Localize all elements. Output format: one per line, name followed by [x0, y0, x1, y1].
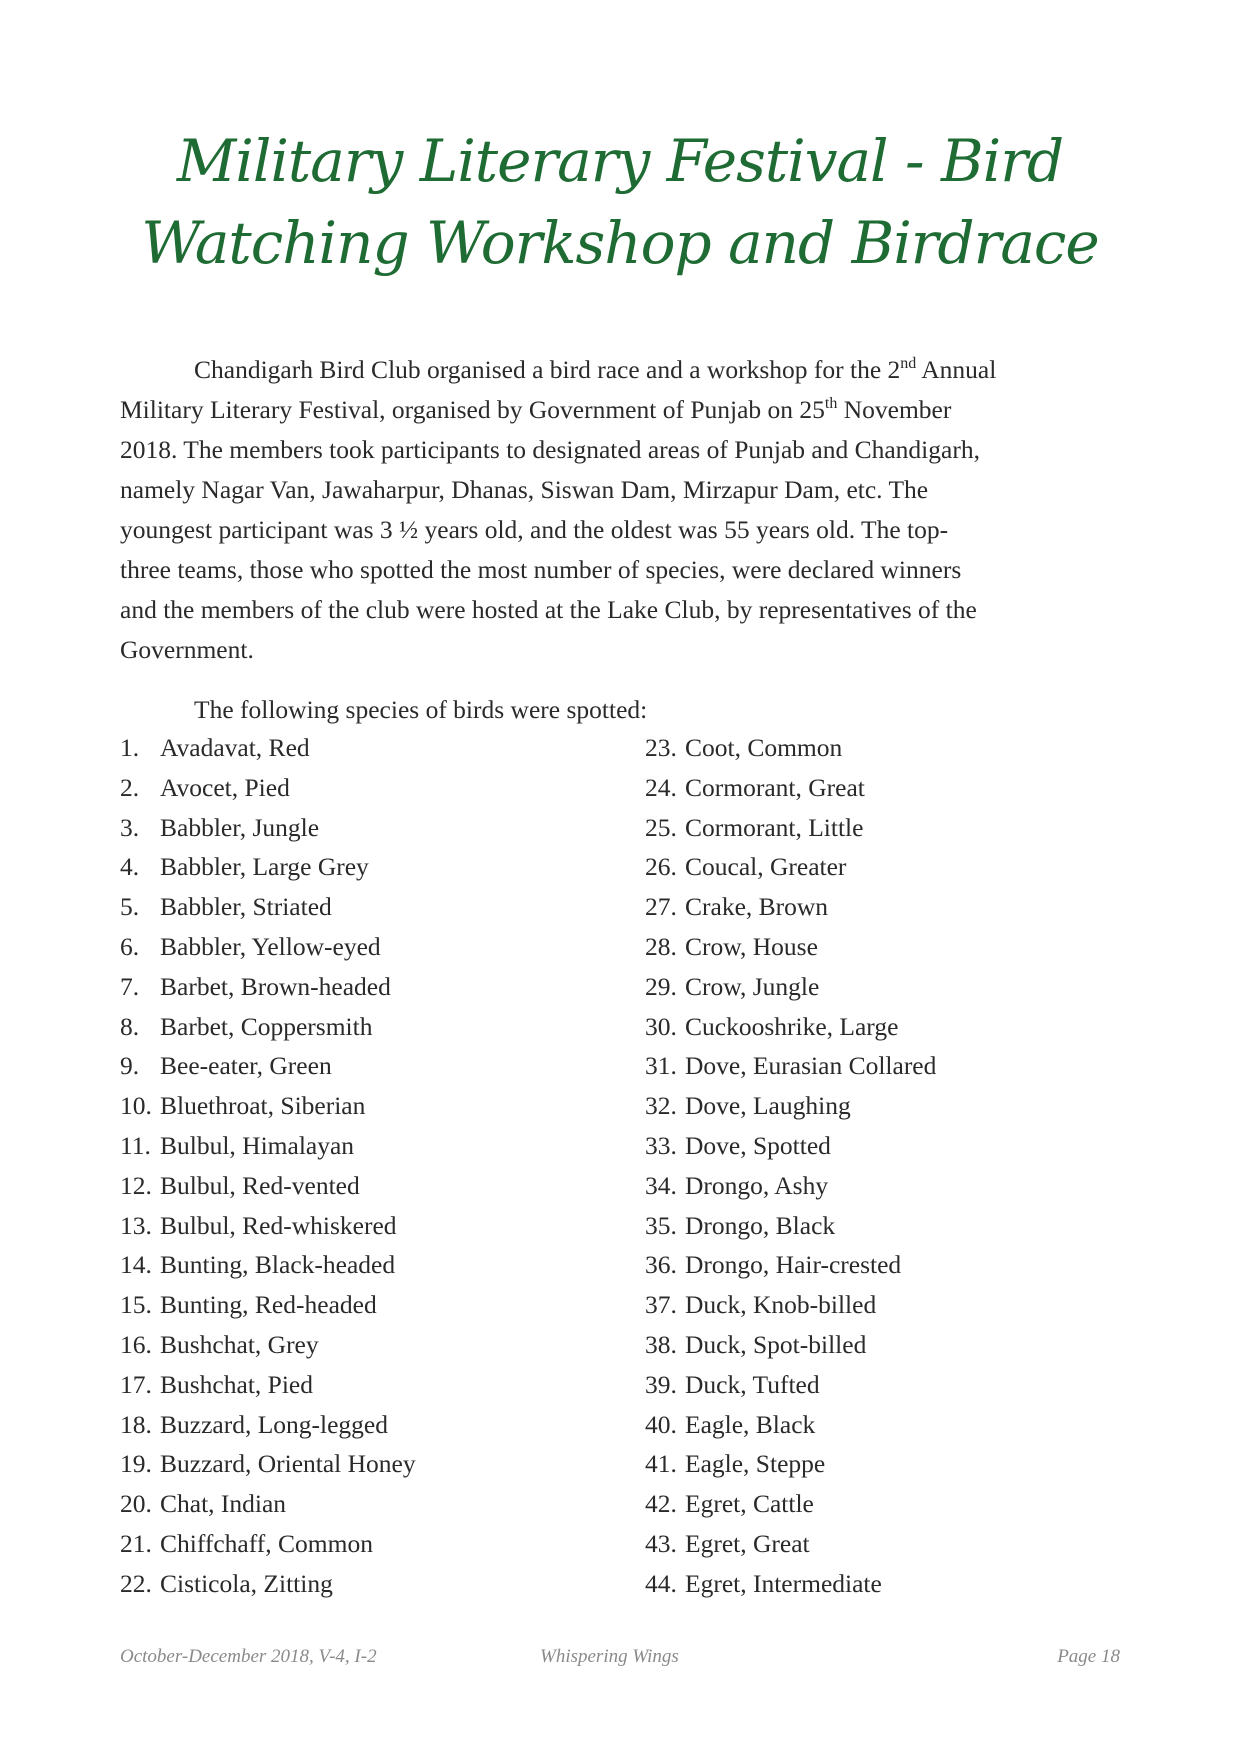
species-name: Crow, House [685, 931, 818, 961]
species-list-intro: The following species of birds were spotted: [194, 695, 648, 724]
species-number: 44. [645, 1568, 677, 1598]
species-list-item [645, 728, 1145, 768]
species-name: Bushchat, Pied [160, 1369, 313, 1399]
species-list-item [120, 1126, 640, 1166]
species-name: Crow, Jungle [685, 971, 820, 1001]
species-list-item [645, 887, 1145, 927]
species-number: 12. [120, 1170, 152, 1200]
species-name: Drongo, Ashy [685, 1170, 829, 1200]
species-name: Crake, Brown [685, 892, 829, 922]
species-number: 29. [645, 971, 677, 1001]
species-name: Duck, Knob-billed [685, 1290, 877, 1320]
species-name: Duck, Spot-billed [685, 1329, 867, 1359]
species-list-item [120, 967, 640, 1007]
species-list-item [120, 1166, 640, 1206]
article-title-line-1: Military Literary Festival - Bird [176, 127, 1064, 195]
species-list-item [120, 1086, 640, 1126]
species-name: Bluethroat, Siberian [160, 1091, 366, 1121]
species-number: 39. [645, 1369, 677, 1399]
species-name: Dove, Spotted [685, 1130, 831, 1160]
species-number: 20. [120, 1489, 152, 1519]
species-list-item [120, 1245, 640, 1285]
species-name: Dove, Eurasian Collared [685, 1051, 937, 1081]
species-name: Coot, Common [685, 733, 843, 762]
species-list-item [645, 1126, 1145, 1166]
species-number: 37. [645, 1290, 677, 1320]
species-name: Babbler, Large Grey [160, 852, 369, 882]
intro-line-5: youngest participant was 3 ½ years old, and the oldest was 55 years old. The top- [120, 515, 949, 544]
intro-line-3: 2018. The members took participants to designated areas of Punjab and Chandigarh, [120, 435, 980, 464]
species-name: Chiffchaff, Common [160, 1528, 373, 1558]
species-number: 2. [120, 772, 140, 802]
species-name: Drongo, Black [685, 1210, 836, 1240]
species-list-item [120, 768, 640, 808]
species-name: Egret, Cattle [685, 1489, 814, 1519]
species-name: Chat, Indian [160, 1489, 287, 1519]
species-list-item [120, 847, 640, 887]
species-number: 30. [645, 1011, 677, 1041]
species-number: 36. [645, 1250, 677, 1280]
species-name: Bee-eater, Green [160, 1051, 332, 1081]
species-number: 22. [120, 1568, 152, 1598]
footer-issue: October-December 2018, V-4, I-2 [120, 1646, 377, 1667]
species-name: Babbler, Yellow-eyed [160, 931, 381, 961]
species-name: Cuckooshrike, Large [685, 1011, 899, 1041]
species-list-item [645, 768, 1145, 808]
species-list-item [120, 1564, 640, 1604]
species-number: 28. [645, 931, 677, 961]
species-number: 8. [120, 1011, 140, 1041]
species-list-item [645, 1285, 1145, 1325]
species-list-item [645, 1166, 1145, 1206]
species-number: 4. [120, 852, 140, 882]
species-list-item [120, 927, 640, 967]
species-list-item [120, 1206, 640, 1246]
footer-page-number: Page 18 [1057, 1646, 1120, 1667]
species-number: 5. [120, 892, 140, 922]
species-name: Barbet, Coppersmith [160, 1011, 373, 1041]
ordinal-suffix: nd [900, 355, 917, 372]
species-name: Cormorant, Great [685, 772, 865, 802]
species-number: 14. [120, 1250, 152, 1280]
species-number: 13. [120, 1210, 152, 1240]
species-name: Dove, Laughing [685, 1091, 851, 1121]
species-list-item [645, 1484, 1145, 1524]
species-list-item [645, 1086, 1145, 1126]
species-number: 7. [120, 971, 140, 1001]
species-list-item [645, 808, 1145, 848]
intro-line-2-text: Military Literary Festival, organised by Government of Punjab on 25 [120, 395, 825, 424]
species-list-item [645, 967, 1145, 1007]
species-list-item [120, 1365, 640, 1405]
ordinal-suffix: th [824, 395, 838, 412]
species-number: 19. [120, 1449, 152, 1479]
article-title-line-2: Watching Workshop and Birdrace [141, 209, 1099, 277]
species-list-item [645, 1046, 1145, 1086]
species-list-item [120, 887, 640, 927]
intro-line-2-end: November [837, 395, 952, 424]
intro-line-4: namely Nagar Van, Jawaharpur, Dhanas, Siswan Dam, Mirzapur Dam, etc. The [120, 475, 929, 504]
species-list-right-column [645, 728, 1145, 1604]
species-list-item [120, 1325, 640, 1365]
species-list-item [645, 1524, 1145, 1564]
footer-publication: Whispering Wings [540, 1646, 679, 1667]
species-name: Buzzard, Long-legged [160, 1409, 388, 1439]
species-list-item [120, 1524, 640, 1564]
species-list-item [120, 1046, 640, 1086]
species-number: 38. [645, 1329, 677, 1359]
species-number: 15. [120, 1290, 152, 1320]
species-list-item [645, 1365, 1145, 1405]
species-number: 11. [120, 1130, 151, 1160]
intro-paragraph [120, 350, 1120, 670]
species-number: 21. [120, 1528, 152, 1558]
species-name: Coucal, Greater [685, 852, 847, 882]
species-list-item [645, 1325, 1145, 1365]
species-number: 33. [645, 1130, 677, 1160]
species-name: Babbler, Jungle [160, 812, 320, 842]
species-name: Barbet, Brown-headed [160, 971, 391, 1001]
intro-line-1 [120, 350, 1120, 390]
species-name: Bulbul, Himalayan [160, 1130, 355, 1160]
species-number: 24. [645, 772, 677, 802]
species-number: 25. [645, 812, 677, 842]
page-footer [120, 1646, 1120, 1676]
species-list-left-column [120, 728, 640, 1604]
species-name: Eagle, Black [685, 1409, 816, 1439]
species-number: 34. [645, 1170, 677, 1200]
species-number: 3. [120, 812, 140, 842]
species-list-item [120, 728, 640, 768]
species-number: 10. [120, 1091, 152, 1121]
species-number: 41. [645, 1449, 677, 1479]
species-name: Bulbul, Red-vented [160, 1170, 360, 1200]
species-number: 40. [645, 1409, 677, 1439]
species-number: 32. [645, 1091, 677, 1121]
species-number: 9. [120, 1051, 140, 1081]
species-list-item [120, 1444, 640, 1484]
intro-line-1-end: Annual [916, 355, 997, 384]
species-list-item [645, 1444, 1145, 1484]
species-number: 18. [120, 1409, 152, 1439]
species-list-item [120, 1405, 640, 1445]
species-name: Avadavat, Red [160, 733, 310, 762]
species-name: Cisticola, Zitting [160, 1568, 333, 1598]
species-list-item [120, 1007, 640, 1047]
species-number: 43. [645, 1528, 677, 1558]
intro-line-6: three teams, those who spotted the most number of species, were declared winners [120, 555, 962, 584]
species-list-item [120, 1484, 640, 1524]
species-name: Bushchat, Grey [160, 1329, 319, 1359]
species-name: Bulbul, Red-whiskered [160, 1210, 397, 1240]
species-list-item [120, 1285, 640, 1325]
species-number: 26. [645, 852, 677, 882]
species-number: 42. [645, 1489, 677, 1519]
species-list-item [645, 1564, 1145, 1604]
species-name: Avocet, Pied [160, 772, 290, 802]
species-list-item [645, 847, 1145, 887]
species-name: Egret, Great [685, 1528, 810, 1558]
article-title [120, 120, 1120, 284]
species-list-item [645, 1007, 1145, 1047]
species-name: Egret, Intermediate [685, 1568, 882, 1598]
species-number: 35. [645, 1210, 677, 1240]
species-name: Eagle, Steppe [685, 1449, 826, 1479]
species-number: 23. [645, 733, 677, 762]
intro-line-8: Government. [120, 635, 254, 664]
species-name: Drongo, Hair-crested [685, 1250, 902, 1280]
species-name: Cormorant, Little [685, 812, 864, 842]
species-number: 27. [645, 892, 677, 922]
species-list-item [645, 1206, 1145, 1246]
species-number: 16. [120, 1329, 152, 1359]
species-name: Duck, Tufted [685, 1369, 820, 1399]
species-list-item [645, 927, 1145, 967]
species-number: 17. [120, 1369, 152, 1399]
species-list-item [645, 1405, 1145, 1445]
species-list-item [645, 1245, 1145, 1285]
species-number: 6. [120, 931, 140, 961]
species-number: 31. [645, 1051, 677, 1081]
intro-line-7: and the members of the club were hosted at the Lake Club, by representatives of the [120, 595, 977, 624]
species-list-item [120, 808, 640, 848]
intro-line-1-text: Chandigarh Bird Club organised a bird race and a workshop for the 2 [194, 355, 901, 384]
species-name: Babbler, Striated [160, 892, 332, 922]
species-name: Buzzard, Oriental Honey [160, 1449, 416, 1479]
intro-line-2 [120, 390, 1120, 430]
species-number: 1. [120, 733, 140, 762]
species-name: Bunting, Black-headed [160, 1250, 396, 1280]
species-name: Bunting, Red-headed [160, 1290, 377, 1320]
